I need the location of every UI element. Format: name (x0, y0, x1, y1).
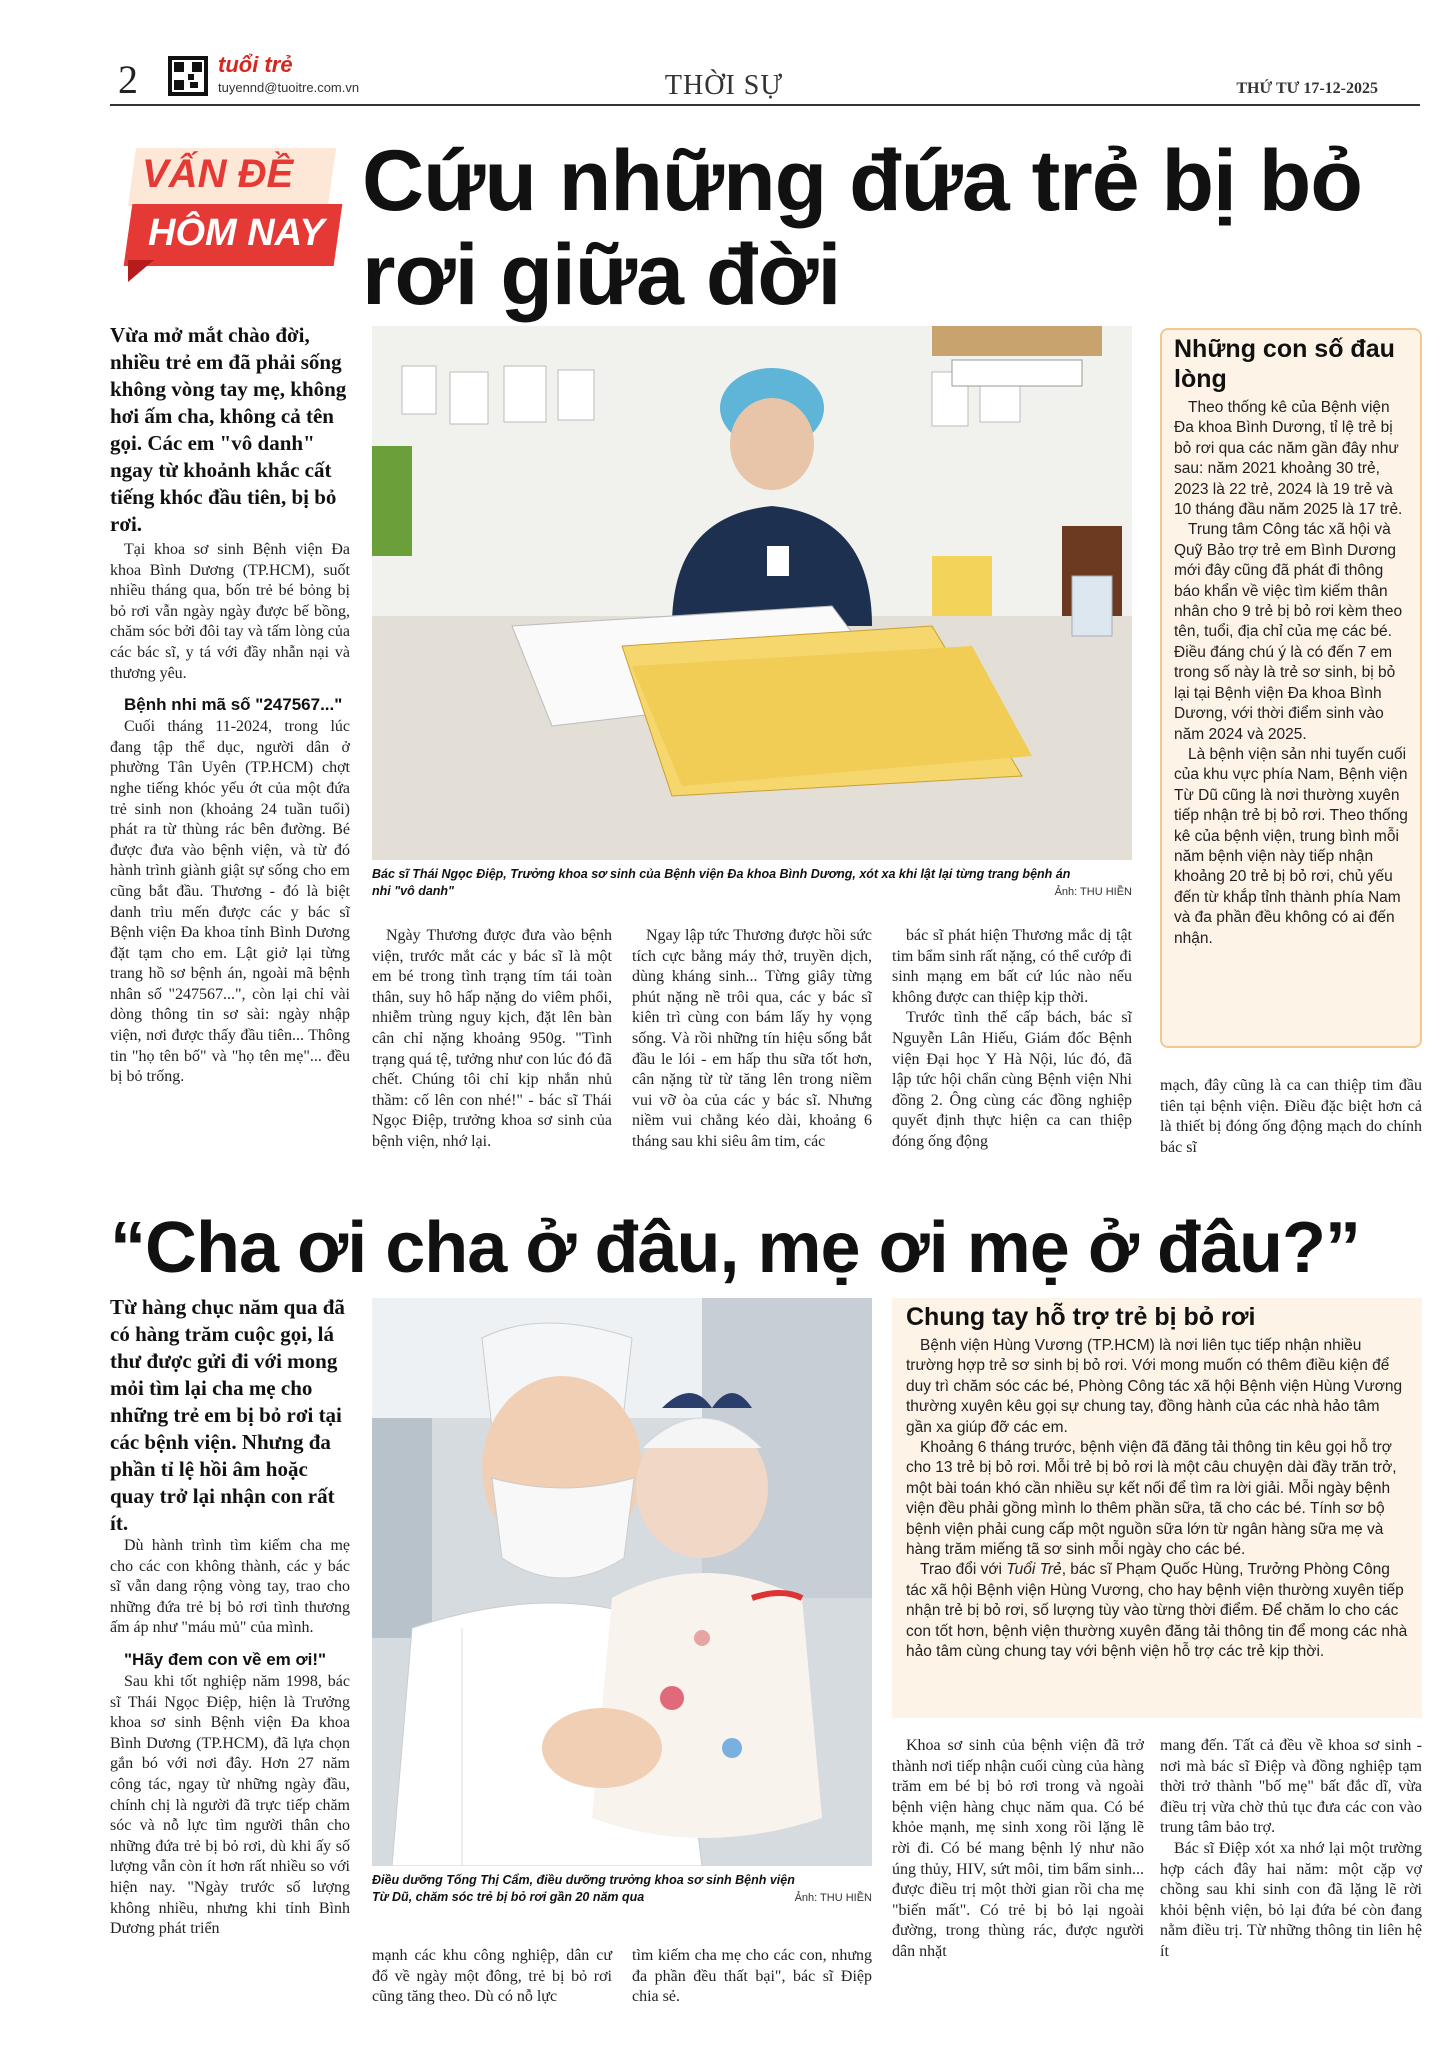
sidebar-text (1162, 398, 1420, 949)
subheading: Bệnh nhi mã số "247567..." (124, 695, 343, 715)
article2-column-1 (110, 1536, 350, 1940)
intro-paragraph: Dù hành trình tìm kiếm cha mẹ cho các con không thành, các y bác sĩ vẫn dang rộng vòng tay, trao cho những đứa trẻ bị bỏ rơi tình thương ấm áp như "máu mủ" của mình. (110, 1537, 350, 1637)
article-column-3 (632, 926, 872, 1153)
body-paragraph: mang đến. Tất cả đều về khoa sơ sinh - nơi mà bác sĩ Điệp và đồng nghiệp tạm thời trở thành "bố mẹ" bất đắc dĩ, vừa điều trị vừa chờ thủ tục đưa các con vào trung tâm bảo trợ. (1160, 1737, 1422, 1837)
newspaper-name: Tuổi Trẻ (1006, 1561, 1062, 1579)
photo-credit: Ảnh: THU HIỀN (1054, 886, 1132, 898)
article-lead: Vừa mở mắt chào đời, nhiều trẻ em đã phải sống không vòng tay mẹ, không hơi ấm cha, không cả tên gọi. Các em "vô danh" ngay từ khoảnh khắc cất tiếng khóc đầu tiên, bị bỏ rơi. (110, 323, 347, 536)
article2-column-5 (1160, 1736, 1422, 1963)
article-headline: Cứu những đứa trẻ bị bỏ rơi giữa đời (362, 133, 1362, 323)
body-paragraph: Sau khi tốt nghiệp năm 1998, bác sĩ Thái Ngọc Điệp, hiện là Trưởng khoa sơ sinh Bệnh viện Đa khoa Bình Dương (TP.HCM), đã lựa chọn gắn bó với nơi đây. Hơn 27 năm công tác, ngay từ những ngày đầu, chính chị là người đã trực tiếp chăm sóc và nỗ lực tìm người thân cho những đứa trẻ bị bỏ rơi, dù khi ấy số lượng vẫn còn ít hơn rất nhiều so với hiện nay. "Ngày trước số lượng không nhiều, nhưng khi tỉnh Bình Dương phát triển (110, 1672, 350, 1938)
section-title: THỜI SỰ (664, 70, 784, 101)
body-paragraph: Khoa sơ sinh của bệnh viện đã trở thành nơi tiếp nhận cuối cùng của hàng trăm em bé bị bỏ rơi trong và ngoài bệnh viện hàng chục năm qua. Có bé khỏe mạnh, mẹ sinh xong rồi lặng lẽ rời đi. Có bé mang bệnh lý như não úng thủy, HIV, sứt môi, tim bẩm sinh... được điều trị một thời gian rồi cha mẹ "biến mất". Có trẻ bị bỏ lại ngoài đường, trong thùng rác, được người dân nhặt (892, 1737, 1144, 1960)
article2-column-4 (892, 1736, 1144, 1963)
doctor-photo-illustration (372, 326, 1132, 860)
box-paragraph: Khoảng 6 tháng trước, bệnh viện đã đăng tải thông tin kêu gọi hỗ trợ cho 13 trẻ bị bỏ rơi. Mỗi trẻ bị bỏ rơi là một câu chuyện dài đầy trăn trở, một bài toán khó cần nhiều sự kết nối để tìm ra lời giải. Mỗi ngày bệnh viện đều phải gồng mình lo thêm phần sữa, tã cho các bé. Tính sơ bộ bệnh viện phải cung cấp một nguồn sữa lớn từ ngân hàng sữa mẹ và hàng trăm miếng tã sơ sinh mỗi ngày cho các bé. (906, 1439, 1397, 1559)
article2-lead: Từ hàng chục năm qua đã có hàng trăm cuộc gọi, lá thư được gửi đi với mong mỏi tìm lại cha mẹ cho những trẻ em bị bỏ rơi tại các bệnh viện. Nhưng đa phần tỉ lệ hồi âm hoặc quay trở lại nhận con rất ít. (110, 1295, 345, 1535)
article-photo-nurse (372, 1298, 872, 1866)
body-paragraph: Ngay lập tức Thương được hồi sức tích cực bằng máy thở, truyền dịch, dùng kháng sinh... Từng giây từng phút nặng nề trôi qua, các y bác sĩ kiên trì cùng con bám lấy hy vọng sống. Và rồi những tín hiệu sống bắt đầu le lói - em hấp thu sữa tốt hơn, cân nặng từ từ tăng lên trong niềm vui vỡ òa của các y bác sĩ. Nhưng niềm vui chẳng kéo dài, khoảng 6 tháng sau khi siêu âm tim, các (632, 927, 872, 1150)
support-box (892, 1298, 1422, 1718)
box-paragraph: Bệnh viện Hùng Vương (TP.HCM) là nơi liên tục tiếp nhận nhiều trường hợp trẻ sơ sinh bị bỏ rơi. Với mong muốn có thêm điều kiện để duy trì chăm sóc các bé, Phòng Công tác xã hội Bệnh viện Hùng Vương thường xuyên kêu gọi sự chung tay, đồng hành của các nhà hảo tâm gần xa giúp đỡ các em. (906, 1337, 1403, 1436)
subheading: "Hãy đem con về em ơi!" (124, 1649, 327, 1669)
article2-column-3 (632, 1946, 872, 2008)
photo-caption-2: Điều dưỡng Tống Thị Cẩm, điều dưỡng trưởng khoa sơ sinh Bệnh viện Từ Dũ, chăm sóc trẻ bị bỏ rơi gần 20 năm qua (372, 1873, 795, 1904)
box-text-post: , bác sĩ Phạm Quốc Hùng, Trưởng Phòng Công tác xã hội Bệnh viện Hùng Vương, cho hay bệnh viện thường xuyên tiếp nhận trẻ bị bỏ rơi, số lượng tùy vào từng thời điểm. Để chăm lo cho các con tốt hơn, bệnh viện thường xuyên đăng tải thông tin để mong các nhà hảo tâm cùng chung tay với bệnh viện hỗ trợ các trẻ kịp thời. (906, 1561, 1408, 1661)
body-paragraph: Ngày Thương được đưa vào bệnh viện, trước mắt các y bác sĩ là một em bé trong tình trạng tím tái toàn thân, suy hô hấp nặng do viêm phổi, nhiễm trùng nguy kịch, đặt lên bàn cân chỉ nặng khoảng 950g. "Tình trạng quá tệ, tưởng như con lúc đó đã chết. Chúng tôi chỉ kịp nhắn nhủ thầm: cố lên con nhé!" - bác sĩ Thái Ngọc Điệp, trưởng khoa sơ sinh của bệnh viện, nhớ lại. (372, 927, 612, 1150)
box-title: Chung tay hỗ trợ trẻ bị bỏ rơi (906, 1303, 1256, 1331)
statistics-sidebar (1160, 328, 1422, 1048)
box-text (892, 1336, 1422, 1663)
box-text-pre: Trao đổi với (920, 1561, 1007, 1579)
body-paragraph: tìm kiếm cha mẹ cho các con, nhưng đa phần đều thất bại", bác sĩ Điệp chia sẻ. (632, 1947, 872, 2006)
body-paragraph: mạnh các khu công nghiệp, dân cư đổ về ngày một đông, trẻ bị bỏ rơi cũng tăng theo. Dù có nỗ lực (372, 1947, 612, 2006)
body-paragraph: Trước tình thế cấp bách, bác sĩ Nguyễn Lân Hiếu, Giám đốc Bệnh viện Đại học Y Hà Nội, lúc đó, đã lập tức hội chẩn cùng Bệnh viện Nhi đồng 2. Ông cùng các đồng nghiệp quyết định thực hiện ca can thiệp đóng ống động (892, 1009, 1132, 1150)
badge-line-1: VẤN ĐỀ (142, 152, 294, 196)
photo-caption: Bác sĩ Thái Ngọc Điệp, Trưởng khoa sơ sinh của Bệnh viện Đa khoa Bình Dương, xót xa khi lật lại từng trang bệnh án nhi "vô danh" (372, 867, 1071, 898)
article-column-2 (372, 926, 612, 1153)
sidebar-title: Những con số đau lòng (1174, 335, 1395, 393)
publication-logo: tuổi trẻ (218, 52, 293, 77)
body-paragraph: bác sĩ phát hiện Thương mắc dị tật tim bẩm sinh rất nặng, có thể cướp đi sinh mạng em bất cứ lúc nào nếu không được can thiệp kịp thời. (892, 927, 1132, 1006)
header-divider (110, 104, 1420, 106)
page-number: 2 (118, 57, 138, 102)
sidebar-paragraph: Trung tâm Công tác xã hội và Quỹ Bảo trợ trẻ em Bình Dương mới đây cũng đã phát đi thông báo khẩn về việc tìm kiếm thân nhân cho 9 trẻ bị bỏ rơi kèm theo tên, tuổi, địa chỉ của mẹ các bé. Điều đáng chú ý là có đến 7 em trong số này là trẻ sơ sinh, bị bỏ lại tại Bệnh viện Đa khoa Bình Dương, với thời điểm sinh vào năm 2024 và 2025. (1174, 521, 1403, 743)
badge-line-2: HÔM NAY (148, 212, 325, 254)
article-photo-doctor (372, 326, 1132, 860)
nurse-photo-illustration (372, 1298, 872, 1866)
article-column-5 (1160, 1076, 1422, 1158)
issue-date: THỨ TƯ 17-12-2025 (1236, 80, 1378, 97)
sidebar-paragraph: Theo thống kê của Bệnh viện Đa khoa Bình Dương, tỉ lệ trẻ bị bỏ rơi qua các năm gần đây như sau: năm 2021 khoảng 30 trẻ, 2023 là 22 trẻ, 2024 là 19 trẻ và 10 tháng đầu năm 2025 là 17 trẻ. (1174, 399, 1403, 519)
photo-credit-2: Ảnh: THU HIỀN (794, 1892, 872, 1904)
author-email[interactable]: tuyennd@tuoitre.com.vn (218, 80, 360, 95)
sidebar-paragraph: Là bệnh viện sản nhi tuyến cuối của khu vực phía Nam, Bệnh viện Từ Dũ cũng là nơi thường xuyên tiếp nhận trẻ bị bỏ rơi. Theo thống kê của bệnh viện, trung bình mỗi năm bệnh viện này tiếp nhận khoảng 20 trẻ bị bỏ rơi, chủ yếu đến từ khắp tỉnh thành phía Nam và đa phần đều không có ai đến nhận. (1174, 745, 1408, 947)
intro-paragraph: Tại khoa sơ sinh Bệnh viện Đa khoa Bình Dương (TP.HCM), suốt nhiều tháng qua, bốn trẻ bé bỏng bị bỏ rơi vẫn ngày ngày được bế bồng, chăm sóc bởi đôi tay và tấm lòng của các bác sĩ, y tá với đầy nhẫn nại và thương yêu. (110, 541, 350, 682)
article-column-1 (110, 540, 350, 1088)
article-column-4 (892, 926, 1132, 1153)
body-paragraph: Cuối tháng 11-2024, trong lúc đang tập thể dục, người dân ở phường Tân Uyên (TP.HCM) chợt nghe tiếng khóc yếu ớt của một đứa trẻ sinh non (khoảng 24 tuần tuổi) phát ra từ thùng rác bên đường. Bé được đưa vào bệnh viện, và từ đó hành trình giành giật sự sống cho em cũng bắt đầu. Thương - đó là biệt danh trìu mến được các y bác sĩ Bệnh viện Đa khoa tỉnh Bình Dương đặt tạm cho em. Lật giở lại từng trang hồ sơ bệnh án, ngoài mã bệnh nhân số "247567...", còn lại chỉ vài dòng thông tin sơ sài: ngày nhập viện, nơi được thấy đầu tiên... Thông tin "họ tên bố" và "họ tên mẹ"... đều bị bỏ trống. (110, 718, 350, 1086)
topic-badge (118, 148, 348, 288)
article2-headline: “Cha ơi cha ở đâu, mẹ ơi mẹ ở đâu?” (110, 1208, 1360, 1288)
body-paragraph: mạch, đây cũng là ca can thiệp tim đầu tiên tại bệnh viện. Điều đặc biệt hơn cả là thiết bị đóng ống động mạch do chính bác sĩ (1160, 1077, 1422, 1156)
article2-column-2 (372, 1946, 612, 2008)
body-paragraph: Bác sĩ Điệp xót xa nhớ lại một trường hợp cách đây hai năm: một cặp vợ chồng sau khi sinh con đã lặng lẽ rời khỏi bệnh viện, bỏ lại đứa bé còn đang nằm điều trị. Từ những thông tin liên hệ ít (1160, 1839, 1422, 1960)
box-paragraph (906, 1560, 1408, 1662)
